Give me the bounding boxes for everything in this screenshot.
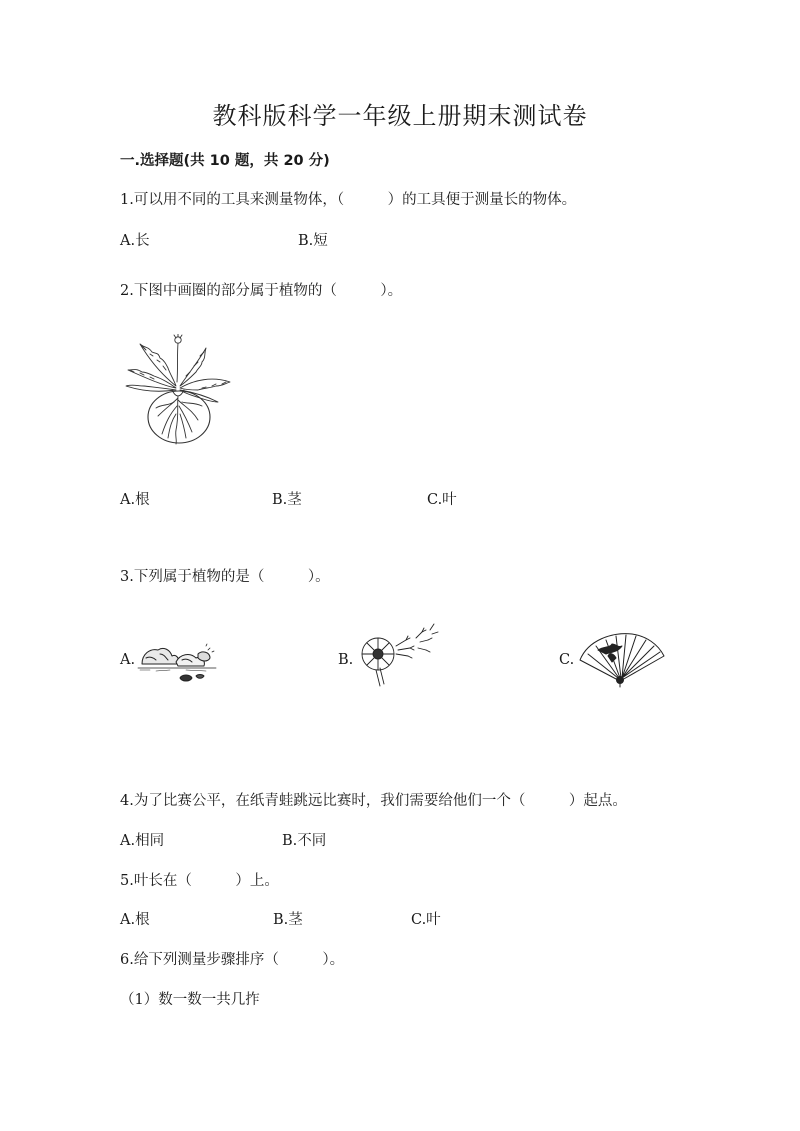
question-4-option-a: A.相同 (120, 833, 165, 849)
question-5-option-c: C.叶 (411, 912, 441, 928)
question-4-text: 4.为了比赛公平，在纸青蛙跳远比赛时，我们需要给他们一个（ ）起点。 (120, 793, 627, 809)
question-4-option-b: B.不同 (282, 833, 327, 849)
question-3-option-b-label: B. (338, 652, 354, 668)
question-3-option-c-label: C. (559, 652, 575, 668)
question-5-option-a: A.根 (120, 912, 150, 928)
rocks-image (136, 636, 220, 688)
question-5-option-b: B.茎 (273, 912, 303, 928)
dandelion-root-figure (122, 334, 234, 446)
question-5-text: 5.叶长在（ ）上。 (120, 873, 279, 889)
question-2-option-b: B.茎 (272, 492, 302, 508)
dandelion-seed-image (350, 618, 440, 688)
question-6-text: 6.给下列测量步骤排序（ ）。 (120, 952, 345, 968)
question-6-step-1: （1）数一数一共几拃 (120, 992, 260, 1008)
page-title: 教科版科学一年级上册期末测试卷 (212, 102, 588, 130)
question-3-text: 3.下列属于植物的是（ ）。 (120, 569, 330, 585)
folding-fan-image (576, 630, 666, 688)
question-1-text: 1.可以用不同的工具来测量物体，（ ）的工具便于测量长的物体。 (120, 192, 577, 208)
question-2-option-a: A.根 (120, 492, 150, 508)
question-1-option-a: A.长 (120, 233, 150, 249)
question-3-option-a-label: A. (120, 652, 136, 668)
question-2-option-c: C.叶 (427, 492, 457, 508)
question-1-option-b: B.短 (298, 233, 328, 249)
question-2-text: 2.下图中画圈的部分属于植物的（ ）。 (120, 283, 403, 299)
section-heading: 一.选择题(共 10 题，共 20 分) (120, 153, 330, 169)
